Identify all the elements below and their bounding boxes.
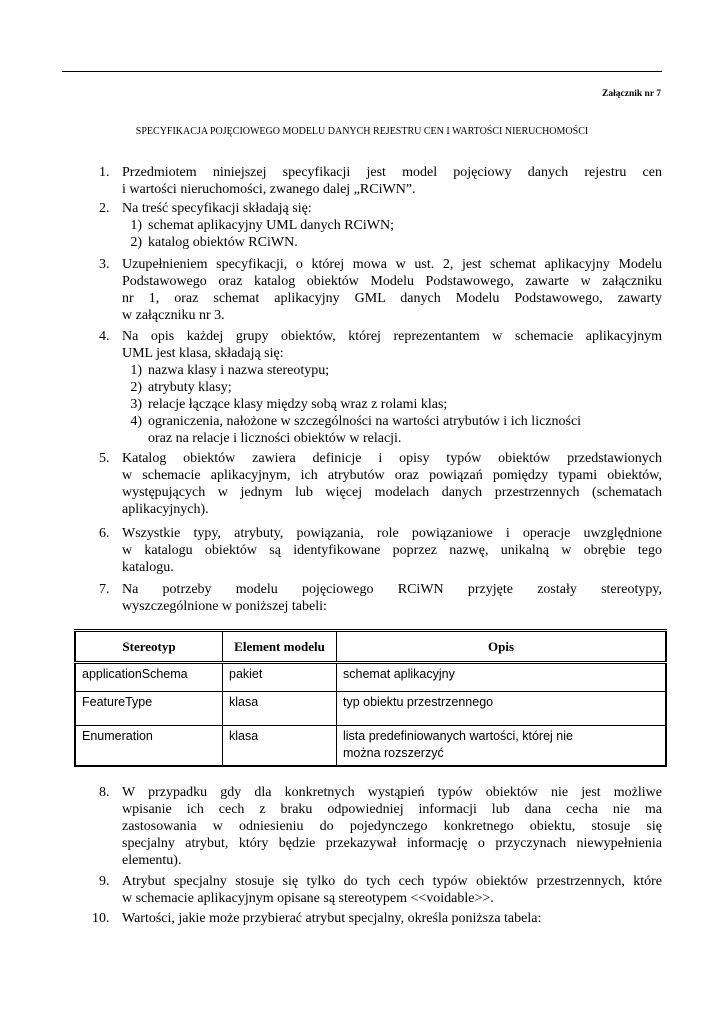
point-text-line: zastosowania w odniesieniu do pojedynczego konkretnego obiektu, stosuje się (122, 819, 662, 834)
table-cell: klasa (223, 692, 337, 726)
point-text-line: Na opis każdej grupy obiektów, której reprezentantem w schemacie aplikacyjnym (122, 329, 662, 344)
point-text-line: Atrybut specjalny stosuje się tylko do tych cech typów obiektów przestrzennych, które (122, 874, 662, 889)
subitem-text: atrybuty klasy; (148, 380, 232, 395)
point-text-line: nr 1, oraz schemat aplikacyjny GML danych Modelu Podstawowego, zawarty (122, 291, 662, 306)
point-text-line: Wszystkie typy, atrybuty, powiązania, role powiązaniowe i operacje uwzględnione (122, 526, 662, 541)
point-text-line: elementu). (122, 853, 182, 868)
subitem-number: 2) (130, 380, 142, 395)
table-row (75, 663, 666, 692)
table-cell: klasa (223, 726, 337, 766)
point-text-line: w schemacie aplikacyjnym opisane są stereotypem <<voidable>>. (122, 891, 494, 906)
point-text-line: i wartości nieruchomości, zwanego dalej „RCiWN”. (122, 182, 416, 197)
subitem (122, 413, 581, 430)
table-cell: applicationSchema (75, 663, 223, 692)
subitem (122, 217, 394, 234)
point-text-line: wyszczególnione w poniższej tabeli: (122, 599, 327, 614)
point-text-line: w schemacie aplikacyjnym, ich atrybutów oraz powiązań pomiędzy typami obiektów, (122, 468, 662, 483)
subitem-number: 3) (130, 397, 142, 412)
annex-label: Załącznik nr 7 (602, 89, 661, 99)
stereotype-table (74, 629, 667, 767)
point-text-line: aplikacyjnych). (122, 502, 209, 517)
subitem-number: 2) (130, 235, 142, 250)
point-number: 3. (99, 257, 110, 272)
point-text-line: Wartości, jakie może przybierać atrybut specjalny, określa poniższa tabela: (122, 911, 542, 926)
point-text-line: Na potrzeby modelu pojęciowego RCiWN przyjęte zostały stereotypy, (122, 582, 662, 597)
subitem-text: relacje łączące klasy między sobą wraz z rolami klas; (148, 397, 448, 412)
subitem (122, 362, 329, 379)
point-text-line: Na treść specyfikacji składają się: (122, 201, 312, 216)
column-header-stereotyp: Stereotyp (75, 631, 223, 663)
subitem-continuation: oraz na relacje i liczności obiektów w relacji. (148, 431, 402, 446)
point-text-line: Uzupełnieniem specyfikacji, o której mowa w ust. 2, jest schemat aplikacyjny Modelu (122, 257, 662, 272)
table-cell (337, 726, 667, 766)
table-header-row (75, 631, 666, 663)
point-text-line: UML jest klasa, składają się: (122, 346, 284, 361)
point-text-line: Katalog obiektów zawiera definicje i opisy typów obiektów przedstawionych (122, 451, 662, 466)
subitem-text: ograniczenia, nałożone w szczególności na wartości atrybutów i ich liczności (148, 414, 582, 429)
column-header-element-modelu: Element modelu (223, 631, 337, 663)
subitem-number: 1) (130, 363, 142, 378)
header-rule (62, 71, 662, 72)
subitem-number: 4) (130, 414, 142, 429)
point-text-line: występujących w jednym lub więcej modelach danych przestrzennych (schematach (122, 485, 662, 500)
subitem (122, 234, 298, 251)
subitem (122, 379, 232, 396)
point-number: 5. (99, 451, 110, 466)
point-number: 4. (99, 329, 110, 344)
document-title: SPECYFIKACJA POJĘCIOWEGO MODELU DANYCH REJESTRU CEN I WARTOŚCI NIERUCHOMOŚCI (135, 126, 589, 137)
point-text-line: wpisanie ich cech z braku odpowiedniej informacji lub dana cecha nie ma (122, 802, 662, 817)
point-number: 10. (92, 911, 110, 926)
table-cell: pakiet (223, 663, 337, 692)
subitem (122, 396, 447, 413)
table-cell-line: lista predefiniowanych wartości, której nie (343, 729, 573, 743)
point-number: 2. (99, 201, 110, 216)
point-number: 7. (99, 582, 110, 597)
subitem-number: 1) (130, 218, 142, 233)
subitem-text: schemat aplikacyjny UML danych RCiWN; (148, 218, 394, 233)
point-text-line: specjalny atrybut, który będzie przekazywał informację o przyczynach niewypełnienia (122, 836, 662, 851)
point-number: 1. (99, 165, 110, 180)
point-number: 8. (99, 785, 110, 800)
point-text-line: Przedmiotem niniejszej specyfikacji jest model pojęciowy danych rejestru cen (122, 165, 662, 180)
point-text-line: Podstawowego oraz katalog obiektów Modelu Podstawowego, zawarte w załączniku (122, 274, 662, 289)
table-cell: FeatureType (75, 692, 223, 726)
subitem-text: nazwa klasy i nazwa stereotypu; (148, 363, 330, 378)
subitem-text: katalog obiektów RCiWN. (148, 235, 298, 250)
table-cell: Enumeration (75, 726, 223, 766)
table-cell: schemat aplikacyjny (337, 663, 667, 692)
table-row (75, 726, 666, 766)
table-cell: typ obiektu przestrzennego (337, 692, 667, 726)
point-text-line: W przypadku gdy dla konkretnych wystąpień typów obiektów nie jest możliwe (122, 785, 662, 800)
point-text-line: w katalogu obiektów są identyfikowane poprzez nazwę, unikalną w obrębie tego (122, 543, 662, 558)
point-text-line: katalogu. (122, 560, 174, 575)
point-number: 6. (99, 526, 110, 541)
table-row (75, 692, 666, 726)
table-cell-line: można rozszerzyć (343, 746, 444, 760)
point-number: 9. (99, 874, 110, 889)
point-text-line: w załączniku nr 3. (122, 308, 225, 323)
column-header-opis: Opis (337, 631, 667, 663)
